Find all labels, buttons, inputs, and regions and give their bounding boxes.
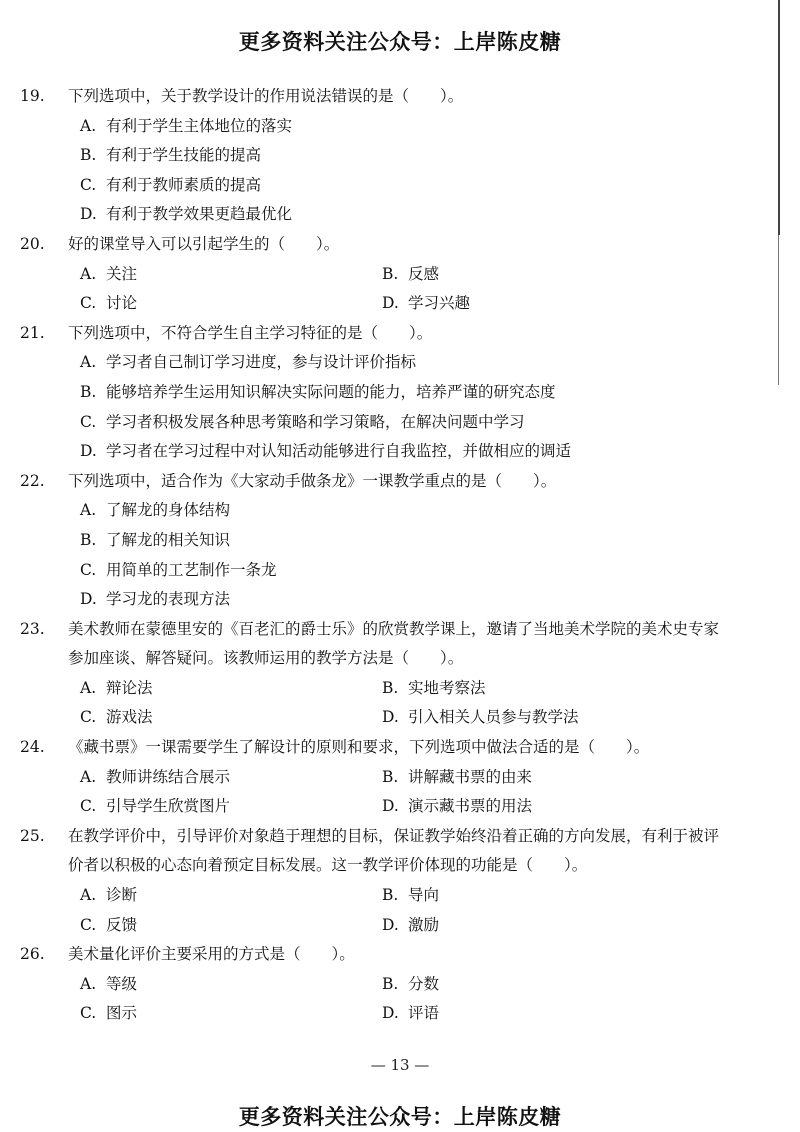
option-d: D. 有利于教学效果更趋最优化 <box>80 205 293 224</box>
option-d: D. 学习者在学习过程中对认知活动能够进行自我监控，并做相应的调适 <box>80 442 572 461</box>
option-a: A. 了解龙的身体结构 <box>80 501 231 520</box>
option-b: B. 能够培养学生运用知识解决实际问题的能力，培养严谨的研究态度 <box>80 382 556 401</box>
question-list <box>20 82 720 1029</box>
question-23 <box>20 615 720 733</box>
option-d: D. 学习兴趣 <box>382 294 471 313</box>
option-a: A. 有利于学生主体地位的落实 <box>80 116 293 135</box>
question-19 <box>20 82 720 230</box>
question-stem: 下列选项中，关于教学设计的作用说法错误的是（ ）。 <box>68 87 464 105</box>
question-stem: 美术教师在蒙德里安的《百老汇的爵士乐》的欣赏教学课上，邀请了当地美术学院的美术史专家参加座谈、解答疑问。该教师运用的教学方法是（ ）。 <box>68 619 720 668</box>
option-d: D. 引入相关人员参与教学法 <box>382 708 579 727</box>
question-22 <box>20 467 720 615</box>
question-26 <box>20 940 720 1029</box>
scan-edge-line <box>778 235 779 385</box>
option-c: C. 游戏法 <box>80 708 153 727</box>
question-21 <box>20 319 720 467</box>
question-stem: 下列选项中，不符合学生自主学习特征的是（ ）。 <box>68 323 433 342</box>
option-c: C. 用简单的工艺制作一条龙 <box>80 560 277 579</box>
option-c: C. 学习者积极发展各种思考策略和学习策略，在解决问题中学习 <box>80 412 525 431</box>
option-c: C. 反馈 <box>80 915 138 934</box>
option-d: D. 激励 <box>382 915 440 934</box>
question-stem: 下列选项中，适合作为《大家动手做条龙》一课教学重点的是（ ）。 <box>68 471 557 490</box>
option-b: B. 讲解藏书票的由来 <box>382 767 533 786</box>
option-b: B. 有利于学生技能的提高 <box>80 146 262 165</box>
option-a: A. 学习者自己制订学习进度，参与设计评价指标 <box>80 353 417 372</box>
option-b: B. 导向 <box>382 886 440 905</box>
option-b: B. 分数 <box>382 974 440 993</box>
question-20 <box>20 230 720 319</box>
question-stem: 美术量化评价主要采用的方式是（ ）。 <box>68 945 355 964</box>
question-number: 24. <box>20 738 45 757</box>
question-stem: 在教学评价中，引导评价对象趋于理想的目标，保证教学始终沿着正确的方向发展，有利于被评价者以积极的心态向着预定目标发展。这一教学评价体现的功能是（ ）。 <box>68 826 720 875</box>
option-a: A. 等级 <box>80 974 138 993</box>
option-c: C. 引导学生欣赏图片 <box>80 797 231 816</box>
question-number: 21. <box>20 323 45 342</box>
question-number: 22. <box>20 471 45 490</box>
option-a: A. 教师讲练结合展示 <box>80 767 231 786</box>
option-b: B. 反感 <box>382 264 440 283</box>
page-number: — 13 — <box>370 1056 430 1074</box>
option-d: D. 学习龙的表现方法 <box>80 590 231 609</box>
option-d: D. 演示藏书票的用法 <box>382 797 533 816</box>
question-stem: 《藏书票》一课需要学生了解设计的原则和要求，下列选项中做法合适的是（ ）。 <box>68 738 650 757</box>
header-banner: 更多资料关注公众号：上岸陈皮糖 <box>238 30 562 54</box>
option-b: B. 了解龙的相关知识 <box>80 530 231 549</box>
option-c: C. 图示 <box>80 1004 138 1023</box>
option-b: B. 实地考察法 <box>382 678 486 697</box>
option-a: A. 辩论法 <box>80 678 153 697</box>
question-25 <box>20 822 720 940</box>
question-number: 23. <box>20 619 45 638</box>
question-number: 25. <box>20 826 45 845</box>
question-number: 19. <box>20 87 45 105</box>
option-c: C. 有利于教师素质的提高 <box>80 175 262 194</box>
question-number: 26. <box>20 945 45 964</box>
question-number: 20. <box>20 234 45 253</box>
footer-banner: 更多资料关注公众号：上岸陈皮糖 <box>238 1105 562 1129</box>
option-a: A. 诊断 <box>80 886 138 905</box>
question-stem: 好的课堂导入可以引起学生的（ ）。 <box>68 234 340 253</box>
option-c: C. 讨论 <box>80 294 138 313</box>
option-a: A. 关注 <box>80 264 138 283</box>
question-24 <box>20 733 720 822</box>
option-d: D. 评语 <box>382 1004 440 1023</box>
